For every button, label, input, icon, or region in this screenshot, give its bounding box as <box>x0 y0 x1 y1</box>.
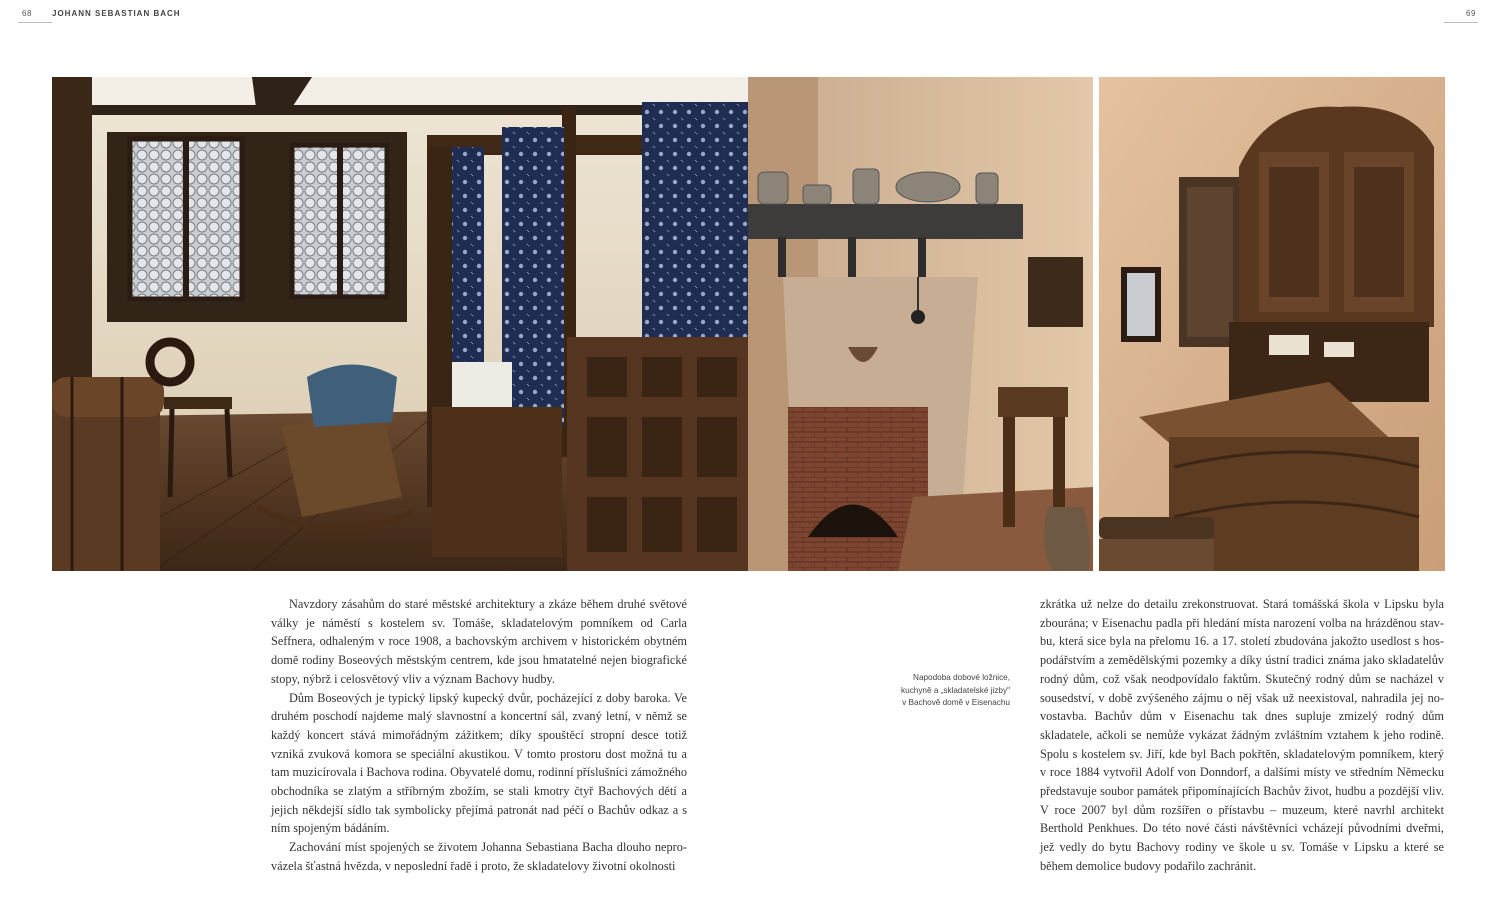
desk-illustration <box>1099 77 1445 571</box>
photo-kitchen <box>748 77 1093 571</box>
running-head-title: JOHANN SEBASTIAN BACH <box>52 9 181 18</box>
photo-bedroom <box>52 77 748 571</box>
bedroom-illustration <box>52 77 748 571</box>
header-rule-right <box>1444 22 1478 23</box>
paragraph-2: Dům Boseových je typický lipský kupecký dvůr, pocházející z doby baroka. Ve druhém poschodí najdeme malý slavnostní a koncertní sál, zvaný letní, v němž se každý koncert stává mimořádným zážitkem; díky spouštěcí stropní desce totiž vzniká zvuková komora se speciální akustikou. V tomto prostoru dost možná tu a tam muzicírovala i Bachova rodina. Obyvatelé domu, rodinní příslušníci zámožného obchodníka se zlatým a stříbrným zbožím, se stali kmotry čtyř Bachových dětí a jejich někdejší sídlo tak symbolicky přejímá patronát nad péčí o Bachův odkaz a s ním spojeným bádáním. <box>271 690 687 836</box>
kitchen-illustration <box>748 77 1093 571</box>
paragraph-1: Navzdory zásahům do staré městské architektury a zkáze během druhé světové války je náměstí s kostelem sv. Tomáše, skladatelovým pomníkem od Carla Seffnera, odhaleným v roce 1908, a bachovským archivem v historickém obytném domě rodiny Boseových městským centrem, kde jsou hmatatelné nejen biografické stopy, nýbrž i celosvětový vliv a význam Bachovy hudby. <box>271 597 687 686</box>
body-column-left <box>271 595 687 876</box>
page-number-right: 69 <box>1466 9 1476 18</box>
photo-desk <box>1099 77 1445 571</box>
caption-line-3: v Bachově domě v Eisenachu <box>902 698 1010 708</box>
paragraph-continued: zkrátka už nelze do detailu zrekonstruovat. Stará tomášská škola v Lipsku byla zbourána; v Eisenachu padla při hledání místa narození volba na hrázděnou stavbu, která sice byla na přelomu 16. a 17. století zbudována jakožto usedlost s hospodářstvím a zemědělskými pozemky a díky ústní tradici známa jako skladatelův rodný dům, což však neodpovídalo faktům. Skutečný rodný dům se nacházel v sousedství, v době zvýšeného zájmu o něj však už neexistoval, nahradila jej novostavba. Bachův dům v Eisenachu tak dnes supluje zmizelý rodný dům skladatele, ačkoli se nemůže vykázat žádným zvláštním vztahem k jeho rodině. Spolu s kostelem sv. Jiří, kde byl Bach pokřtěn, skladatelovým pomníkem, který v roce 1884 vytvořil Adolf von Donndorf, a dalšími místy ve středním Německu představuje soubor památek připomínajících Bachův život, hudbu a pozdější vliv. V roce 2007 byl dům rozšířen o přístavbu – muzeum, které navrhl architekt Berthold Penkhues. Do této nové části návštěvníci vcházejí původními dveřmi, jež vedly do bytu Bachovy rodiny ve škole u sv. Tomáše v Lipsku a které se během demolice budovy podařilo zachránit. <box>1040 597 1444 873</box>
paragraph-3: Zachování míst spojených se životem Johanna Sebastiana Bacha dlouho neprovázela šťastná hvězda, v neposlední řadě i proto, že skladatelovy životní okolnosti <box>271 840 687 873</box>
caption-line-2: kuchyně a „skladatelské jizby" <box>901 685 1010 695</box>
photo-caption <box>880 672 1010 710</box>
body-column-right <box>1040 595 1444 876</box>
caption-line-1: Napodoba dobové ložnice, <box>913 673 1010 682</box>
page-number-left: 68 <box>22 9 32 18</box>
header-rule-left <box>18 22 52 23</box>
